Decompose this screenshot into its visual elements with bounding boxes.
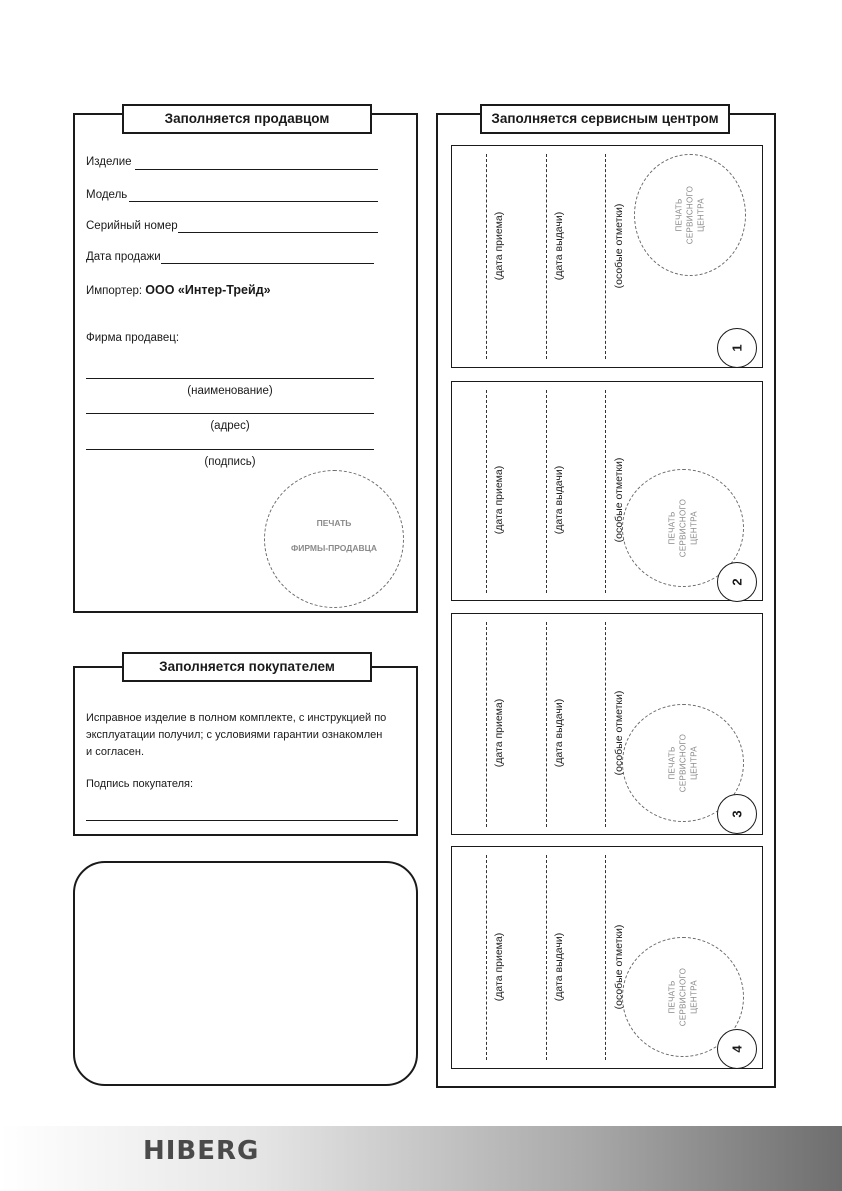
date-in-line[interactable] xyxy=(486,390,487,593)
notes-label: (особые отметки) xyxy=(613,690,625,776)
seller-stamp-line2: ФИРМЫ-ПРОДАВЦА xyxy=(290,543,377,553)
date-out-line[interactable] xyxy=(546,855,547,1060)
serial-label: Серийный номер xyxy=(86,220,178,232)
model-field[interactable] xyxy=(129,201,378,202)
buyer-text-line3: и согласен. xyxy=(86,746,144,758)
firm-label: Фирма продавец: xyxy=(86,332,180,344)
service-card-3 xyxy=(451,613,763,835)
firm-address-caption: (адрес) xyxy=(210,420,250,432)
card-number: 2 xyxy=(729,578,745,586)
model-label: Модель xyxy=(86,189,128,201)
service-stamp-text xyxy=(674,186,707,244)
seller-section-title: Заполняется продавцом xyxy=(122,104,372,134)
date-in-label: (дата приема) xyxy=(493,211,505,281)
product-field[interactable] xyxy=(135,169,378,170)
date-out-line[interactable] xyxy=(546,622,547,827)
service-card-1 xyxy=(451,145,763,368)
notes-line[interactable] xyxy=(605,855,606,1060)
stamp-line1: ПЕЧАТЬ xyxy=(674,198,684,232)
date-out-label: (дата выдачи) xyxy=(553,932,565,1002)
card-number: 4 xyxy=(729,1045,745,1053)
date-in-line[interactable] xyxy=(486,622,487,827)
firm-name-caption: (наименование) xyxy=(187,385,273,397)
seller-stamp-line1: ПЕЧАТЬ xyxy=(316,518,352,528)
brand-logo: HIBERG xyxy=(143,1136,260,1166)
card-number: 1 xyxy=(729,344,745,352)
service-stamp-text xyxy=(667,734,700,792)
date-in-label: (дата приема) xyxy=(493,932,505,1002)
buyer-text-line2: эксплуатации получил; с условиями гарантии ознакомлен xyxy=(86,729,383,741)
card-number-badge xyxy=(717,562,757,602)
footer-bar xyxy=(0,1126,842,1191)
date-out-label: (дата выдачи) xyxy=(553,698,565,768)
importer-row xyxy=(86,283,271,297)
firm-address-field[interactable] xyxy=(86,413,374,414)
stamp-line3: ЦЕНТРА xyxy=(689,980,699,1014)
stamp-line2: СЕРВИСНОГО xyxy=(678,733,688,793)
service-section-title: Заполняется сервисным центром xyxy=(480,104,730,134)
notes-label: (особые отметки) xyxy=(613,457,625,543)
buyer-section-title: Заполняется покупателем xyxy=(122,652,372,682)
service-stamp-text xyxy=(667,968,700,1026)
card-number: 3 xyxy=(729,810,745,818)
date-in-line[interactable] xyxy=(486,154,487,359)
card-number-badge xyxy=(717,1029,757,1069)
stamp-line3: ЦЕНТРА xyxy=(696,198,706,232)
service-stamp-text xyxy=(667,499,700,557)
stamp-line1: ПЕЧАТЬ xyxy=(667,511,677,545)
notes-box xyxy=(73,861,418,1086)
notes-label: (особые отметки) xyxy=(613,924,625,1010)
product-label: Изделие xyxy=(86,156,132,168)
service-card-2 xyxy=(451,381,763,601)
date-in-label: (дата приема) xyxy=(493,698,505,768)
sale-date-label: Дата продажи xyxy=(86,251,161,263)
buyer-text-line1: Исправное изделие в полном комплекте, с инструкцией по xyxy=(86,712,387,724)
notes-line[interactable] xyxy=(605,154,606,359)
importer-label: Импортер: xyxy=(86,285,143,297)
firm-signature-caption: (подпись) xyxy=(204,456,256,468)
notes-label: (особые отметки) xyxy=(613,203,625,289)
notes-line[interactable] xyxy=(605,622,606,827)
buyer-signature-field[interactable] xyxy=(86,820,398,821)
notes-line[interactable] xyxy=(605,390,606,593)
sale-date-field[interactable] xyxy=(161,263,374,264)
stamp-line1: ПЕЧАТЬ xyxy=(667,980,677,1014)
stamp-line3: ЦЕНТРА xyxy=(689,746,699,780)
date-out-label: (дата выдачи) xyxy=(553,465,565,535)
date-out-line[interactable] xyxy=(546,154,547,359)
card-number-badge xyxy=(717,794,757,834)
firm-name-field[interactable] xyxy=(86,378,374,379)
firm-signature-field[interactable] xyxy=(86,449,374,450)
serial-field[interactable] xyxy=(178,232,378,233)
buyer-signature-label: Подпись покупателя: xyxy=(86,778,194,790)
stamp-line2: СЕРВИСНОГО xyxy=(678,967,688,1027)
date-out-line[interactable] xyxy=(546,390,547,593)
stamp-line2: СЕРВИСНОГО xyxy=(678,498,688,558)
importer-value: ООО «Интер-Трейд» xyxy=(145,283,271,297)
stamp-line2: СЕРВИСНОГО xyxy=(685,185,695,245)
date-in-line[interactable] xyxy=(486,855,487,1060)
stamp-line3: ЦЕНТРА xyxy=(689,511,699,545)
service-card-4 xyxy=(451,846,763,1069)
date-out-label: (дата выдачи) xyxy=(553,211,565,281)
date-in-label: (дата приема) xyxy=(493,465,505,535)
stamp-line1: ПЕЧАТЬ xyxy=(667,746,677,780)
seller-stamp-circle xyxy=(264,470,404,608)
service-stamp-circle xyxy=(634,154,746,276)
card-number-badge xyxy=(717,328,757,368)
